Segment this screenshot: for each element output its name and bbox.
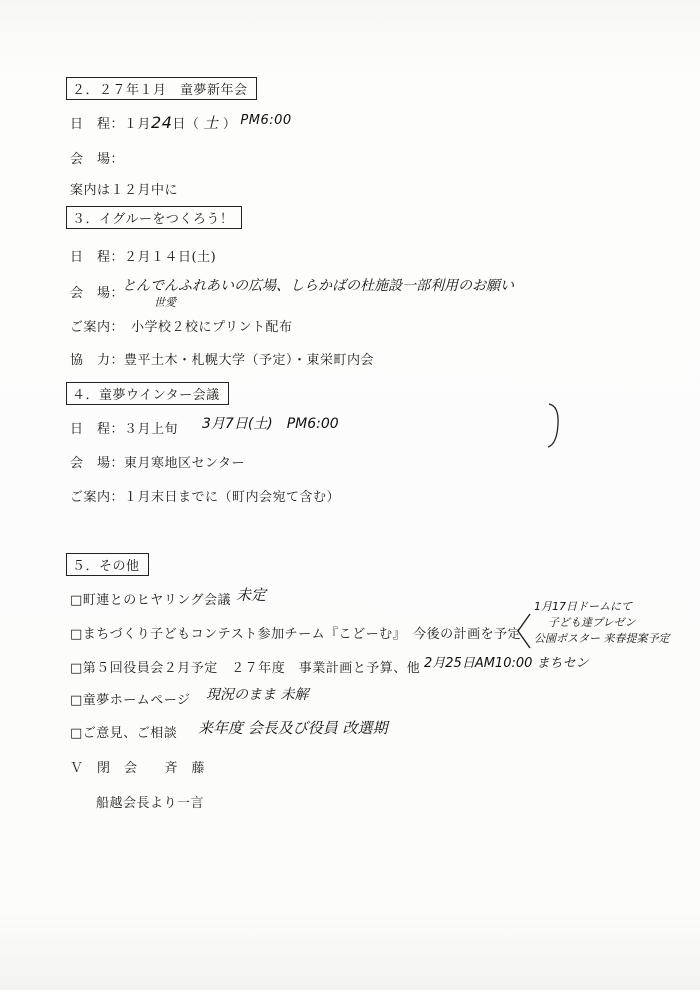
section-5-heading: ５．その他 bbox=[66, 553, 149, 576]
section-4-heading: ４．童夢ウインター会議 bbox=[66, 382, 229, 405]
section-2-guide: 案内は１２月中に bbox=[70, 183, 179, 198]
list-item: □童夢ホームページ bbox=[70, 693, 191, 708]
handwritten-note: 来年度 会長及び役員 改選期 bbox=[198, 719, 388, 737]
handwritten-meeting-time: 3月7日(土) PM6:00 bbox=[202, 416, 339, 432]
handwritten-bracket bbox=[545, 402, 565, 450]
section-3-support: 協 力：豊平土木・札幌大学（予定）・東栄町内会 bbox=[70, 353, 375, 368]
section-3-heading: ３．イグルーをつくろう！ bbox=[66, 206, 242, 229]
handwritten-side-note: 1月17日ドームにて bbox=[534, 600, 632, 613]
handwritten-side-note: 公園ポスター 来春提案予定 bbox=[534, 632, 670, 645]
handwritten-note: 未定 bbox=[236, 586, 267, 604]
schedule-suffix: 日（ bbox=[172, 117, 200, 132]
section-4-schedule: 日 程：３月上旬 bbox=[70, 422, 179, 437]
section-3-guide: ご案内： 小学校２校にプリント配布 bbox=[70, 320, 293, 335]
section-4-guide: ご案内：１月末日までに（町内会宛て含む） bbox=[70, 490, 341, 505]
section-3-venue-label: 会 場： bbox=[70, 286, 125, 301]
section-3-schedule: 日 程：２月１４日(土) bbox=[70, 250, 217, 265]
list-item: □町連とのヒヤリング会議 bbox=[70, 593, 232, 608]
list-item: □第５回役員会２月予定 ２７年度 事業計画と予算、他 bbox=[70, 661, 421, 676]
handwritten-time: PM6:00 bbox=[240, 113, 292, 128]
handwritten-venue-note: とんでんふれあいの広場、しらかばの杜施設一部利用のお願い bbox=[122, 278, 514, 294]
schedule-close: ） bbox=[222, 117, 237, 132]
handwritten-day: 24 bbox=[151, 113, 173, 132]
handwritten-note: 現況のまま 未解 bbox=[206, 687, 309, 703]
list-item: □ご意見、ご相談 bbox=[70, 726, 178, 741]
section-2-venue: 会 場： bbox=[70, 152, 125, 167]
section-2-schedule bbox=[70, 112, 292, 133]
handwritten-note: 2月25日AM10:00 まちセン bbox=[424, 656, 589, 671]
handwritten-venue-under: 世愛 bbox=[154, 296, 176, 309]
closing-remark: 船越会長より一言 bbox=[96, 796, 205, 811]
handwritten-dow: 土 bbox=[203, 114, 219, 132]
handwritten-side-note: 子ども達プレゼン bbox=[548, 616, 636, 629]
list-item: □まちづくり子どもコンテスト参加チーム『こどーむ』 今後の計画を予定 bbox=[70, 627, 522, 642]
closing-line: Ｖ 閉 会 斉 藤 bbox=[70, 761, 206, 776]
section-2-heading: ２．２７年１月 童夢新年会 bbox=[66, 77, 257, 100]
handwritten-angle-bracket bbox=[514, 612, 534, 650]
schedule-label: 日 程：１月 bbox=[70, 117, 152, 132]
section-4-venue: 会 場：東月寒地区センター bbox=[70, 456, 245, 471]
